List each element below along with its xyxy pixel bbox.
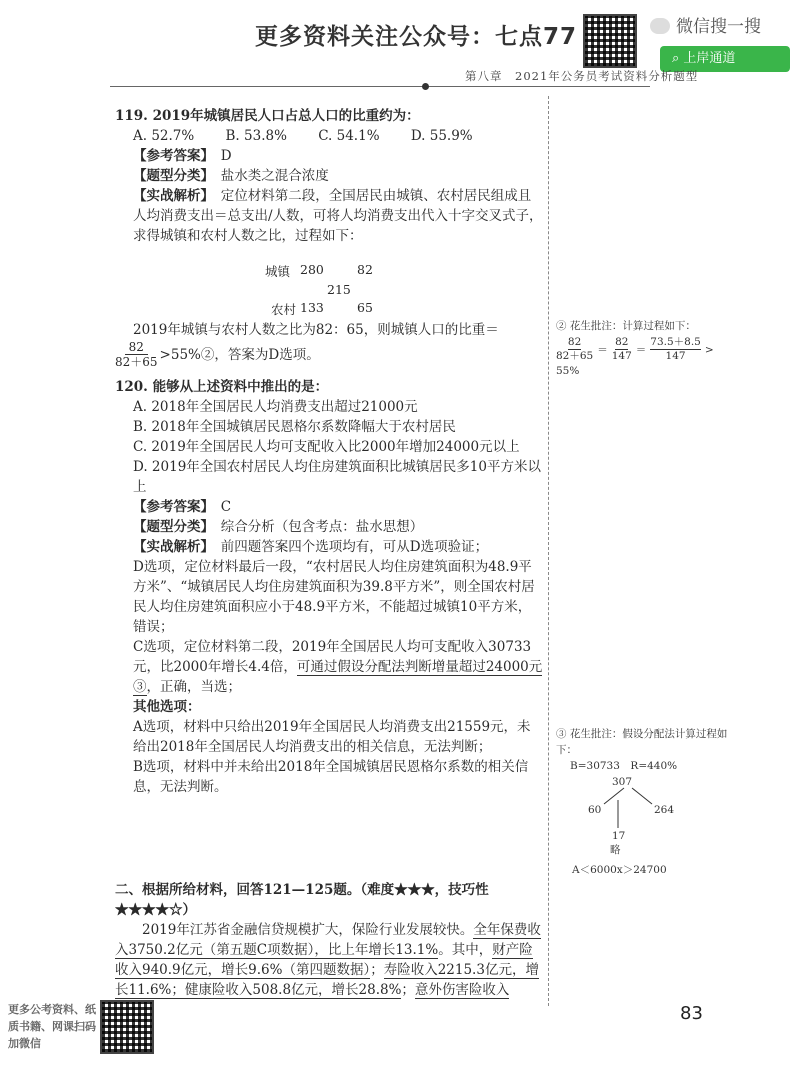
q120-analysis-a: A选项，材料中只给出2019年全国居民人均消费支出21559元，未给出2018年全国居民人均消费支出的相关信息，无法判断； — [133, 719, 531, 755]
section2-body-6: 寿险收入2215.3亿元，增长11.6%；健康险收入508.8亿元，增长28.8% — [115, 962, 539, 998]
q120-stem: 120. 能够从上述资料中推出的是： — [115, 379, 329, 395]
wechat-search-label — [650, 12, 761, 37]
cross-rural-diff: 65 — [357, 300, 373, 315]
q119-analysis-label: 【实战解析】 — [133, 188, 214, 204]
section2-body-2: 全年保费收入3750.2亿元（第五题C项数据），比上年增长13.1% — [115, 922, 541, 958]
note3-title: ③ 花生批注：假设分配法计算过程如下： — [556, 728, 728, 756]
note2-title: ② 花生批注：计算过程如下： — [556, 320, 696, 332]
q120-option-d: D. 2019年全国农村居民人均住房建筑面积比城镇居民多10平方米以上 — [133, 459, 541, 495]
tree-right: 264 — [654, 804, 675, 816]
header-rule — [110, 86, 650, 87]
q120-answer-label: 【参考答案】 — [133, 499, 214, 515]
note2-frac2-num: 82 — [615, 336, 629, 348]
footer-promo: 更多公考资料、纸质书籍、网课扫码加微信 — [8, 1003, 96, 1050]
note3-vars: B=30733 R=440% — [570, 760, 678, 772]
q120-analysis-c-1: C选项，定位材料第二段，2019年全国居民人均可支配收入30733元，比2000年增长4.4倍， — [133, 639, 532, 675]
q119-analysis-1: 定位材料第二段，全国居民由城镇、农村居民组成且人均消费支出＝总支出/人数，可将人均消费支出代入十字交叉式子，求得城镇和农村人数之比，过程如下： — [133, 188, 543, 244]
q120-option-b: B. 2018年全国城镇居民恩格尔系数降幅大于农村居民 — [133, 419, 456, 435]
side-note-2 — [556, 318, 736, 379]
question-119 — [115, 106, 543, 246]
wechat-icon — [650, 18, 670, 34]
q119-option-c: C. 54.1% — [318, 128, 380, 144]
search-button[interactable]: ⌕ 上岸通道 — [660, 46, 790, 72]
note2-eq2: ＝ — [635, 343, 647, 356]
q120-analysis-label: 【实战解析】 — [133, 539, 214, 555]
footer-qr-code-icon — [100, 1000, 154, 1054]
tree-top: 307 — [612, 776, 633, 788]
page-number: 83 — [680, 1003, 703, 1024]
note2-frac1-den: 82＋65 — [556, 350, 594, 362]
search-button-label: 上岸通道 — [683, 51, 736, 66]
q120-analysis-b: B选项，材料中并未给出2018年全国城镇居民恩格尔系数的相关信息，无法判断。 — [133, 759, 529, 795]
q120-type: 综合分析（包含考点：盐水思想） — [220, 519, 424, 535]
q119-option-b: B. 53.8% — [225, 128, 287, 144]
q119-type-label: 【题型分类】 — [133, 168, 214, 184]
qr-code-icon — [583, 14, 637, 68]
note2-gt: > — [704, 343, 714, 356]
side-note-3 — [556, 726, 736, 878]
q120-analysis-c-2: 可通过假设分配法判断增量超过24000元③ — [133, 659, 543, 695]
tree-lines-icon — [556, 774, 736, 862]
section2-body-3: 。其中， — [438, 942, 493, 958]
q120-analysis-d: D选项，定位材料最后一段，“农村居民人均住房建筑面积为48.9平方米”、“城镇居民人均住房建筑面积为39.8平方米”，则全国农村居民人均住房建筑面积应小于48.9平方米，不能超过城镇10平方米，错误； — [133, 559, 535, 635]
q120-analysis-c-3: ，正确，当选； — [146, 679, 241, 695]
note2-frac3 — [650, 336, 701, 363]
question-120 — [115, 377, 543, 797]
section2-body-1: 2019年江苏省金融信贷规模扩大，保险行业发展较快。 — [142, 922, 474, 938]
note2-frac3-num: 73.5＋8.5 — [650, 336, 701, 348]
note2-frac3-den: 147 — [665, 350, 686, 362]
section2-body-8: 意外伤害险收入 — [414, 982, 510, 998]
note2-frac2 — [612, 336, 632, 363]
note2-frac1 — [556, 336, 593, 363]
q119-analysis-3: >55%②，答案为D选项。 — [159, 346, 320, 363]
cross-rural-value: 133 — [300, 300, 324, 315]
q119-options — [115, 126, 543, 146]
q119-option-a: A. 52.7% — [133, 128, 195, 144]
q120-analysis-intro: 前四题答案四个选项均有，可从D选项验证； — [220, 539, 489, 555]
tree-left: 60 — [588, 804, 602, 816]
section2-title: 二、根据所给材料，回答121—125题。（难度★★★，技巧性★★★★☆） — [115, 882, 489, 918]
q119-analysis-2: 2019年城镇与农村人数之比为82：65，则城镇人口的比重＝ — [133, 322, 499, 338]
note2-eq1: ＝ — [597, 343, 608, 356]
q119-option-d: D. 55.9% — [410, 128, 473, 144]
q119-fraction — [115, 340, 158, 369]
q119-conclusion — [115, 320, 543, 369]
cross-rural-label: 农村 — [271, 302, 297, 317]
cross-town-label: 城镇 — [265, 264, 291, 279]
q120-option-a: A. 2018年全国居民人均消费支出超过21000元 — [133, 399, 418, 415]
note2-frac1-num: 82 — [567, 336, 582, 348]
section-2 — [115, 880, 543, 1000]
wechat-label-text: 微信搜一搜 — [676, 17, 761, 37]
q119-type: 盐水类之混合浓度 — [220, 168, 329, 184]
header-rule-dot — [422, 83, 429, 90]
q120-option-c: C. 2019年全国居民人均可支配收入比2000年增加24000元以上 — [133, 439, 520, 455]
note2-frac2-den: 147 — [611, 350, 632, 362]
q119-stem: 119. 2019年城镇居民人口占总人口的比重约为： — [115, 108, 420, 124]
tree-bottom: 17 — [612, 830, 626, 842]
section2-body-7: ； — [401, 982, 415, 998]
tree-omit: 略 — [610, 844, 621, 856]
q119-answer: D — [220, 148, 232, 164]
tree-result: A＜6000x＞24700 — [572, 864, 667, 876]
cross-town-diff: 82 — [357, 262, 373, 277]
note2-tail: 55% — [556, 365, 580, 377]
q119-frac-den: 82＋65 — [115, 355, 158, 369]
q119-frac-num: 82 — [125, 340, 148, 355]
chapter-header: 第八章 2021年公务员考试资料分析题型 — [465, 69, 699, 83]
margin-divider — [548, 96, 549, 1006]
note2-calc — [556, 336, 736, 363]
q120-others-title: 其他选项： — [133, 699, 201, 715]
section2-body-5: ； — [370, 962, 384, 978]
note3-tree — [556, 774, 736, 862]
cross-center: 215 — [327, 282, 351, 297]
q119-answer-label: 【参考答案】 — [133, 148, 214, 164]
promo-banner: 更多资料关注公众号：七点77 — [255, 24, 578, 50]
cross-town-value: 280 — [300, 262, 324, 277]
q120-type-label: 【题型分类】 — [133, 519, 214, 535]
q120-answer: C — [220, 499, 232, 515]
section2-body — [115, 920, 543, 1000]
section2-body-4: 财产险收入940.9亿元，增长9.6%（第四题数据） — [115, 942, 533, 978]
